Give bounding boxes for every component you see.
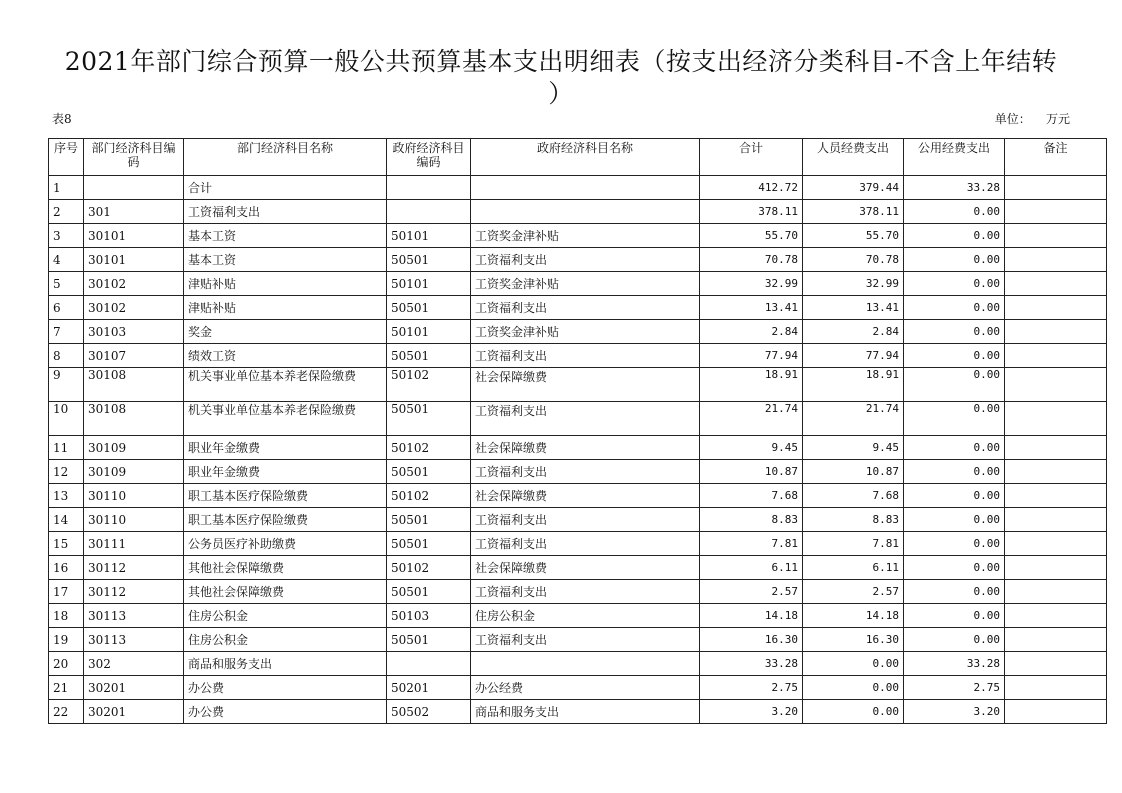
table-row [49, 652, 1107, 676]
cell-gov-code: 50502 [387, 700, 471, 724]
cell-dept-name: 机关事业单位基本养老保险缴费 [184, 402, 387, 436]
cell-dept-code: 30107 [84, 344, 184, 368]
cell-seq: 18 [49, 604, 84, 628]
cell-gov-code: 50201 [387, 676, 471, 700]
page-title [40, 46, 1082, 110]
cell-note [1005, 296, 1107, 320]
header-row [49, 139, 1107, 176]
cell-gov-code: 50102 [387, 556, 471, 580]
cell-dept-code: 30103 [84, 320, 184, 344]
cell-dept-code: 30201 [84, 700, 184, 724]
cell-dept-name: 工资福利支出 [184, 200, 387, 224]
cell-gov-name: 工资福利支出 [471, 460, 700, 484]
cell-personnel: 2.84 [803, 320, 904, 344]
cell-dept-code: 30101 [84, 248, 184, 272]
table-row [49, 176, 1107, 200]
unit-value: 万元 [1045, 112, 1070, 126]
cell-gov-name: 工资福利支出 [471, 508, 700, 532]
table-row [49, 368, 1107, 402]
col-header-dept-code: 部门经济科目编码 [84, 139, 184, 176]
cell-dept-code: 30112 [84, 556, 184, 580]
cell-total: 8.83 [700, 508, 803, 532]
cell-public: 2.75 [904, 676, 1005, 700]
cell-dept-code: 302 [84, 652, 184, 676]
table-row [49, 460, 1107, 484]
cell-gov-name: 工资奖金津补贴 [471, 224, 700, 248]
cell-dept-code: 30112 [84, 580, 184, 604]
table-row [49, 320, 1107, 344]
cell-personnel: 9.45 [803, 436, 904, 460]
cell-seq: 1 [49, 176, 84, 200]
cell-public: 0.00 [904, 628, 1005, 652]
cell-dept-code: 30109 [84, 436, 184, 460]
cell-note [1005, 580, 1107, 604]
cell-dept-code: 30109 [84, 460, 184, 484]
cell-dept-code: 301 [84, 200, 184, 224]
col-header-note: 备注 [1005, 139, 1107, 176]
cell-seq: 10 [49, 402, 84, 436]
cell-public: 0.00 [904, 272, 1005, 296]
cell-public: 0.00 [904, 248, 1005, 272]
cell-dept-name: 职工基本医疗保险缴费 [184, 508, 387, 532]
cell-public: 0.00 [904, 402, 1005, 436]
cell-dept-name: 绩效工资 [184, 344, 387, 368]
cell-total: 9.45 [700, 436, 803, 460]
table-row [49, 224, 1107, 248]
cell-note [1005, 402, 1107, 436]
cell-total: 2.75 [700, 676, 803, 700]
cell-public: 0.00 [904, 224, 1005, 248]
cell-total: 18.91 [700, 368, 803, 402]
cell-seq: 4 [49, 248, 84, 272]
cell-total: 13.41 [700, 296, 803, 320]
cell-gov-code: 50102 [387, 484, 471, 508]
cell-note [1005, 224, 1107, 248]
table-row [49, 604, 1107, 628]
table-row [49, 508, 1107, 532]
cell-dept-name: 住房公积金 [184, 628, 387, 652]
cell-total: 70.78 [700, 248, 803, 272]
cell-gov-name: 工资福利支出 [471, 248, 700, 272]
cell-dept-name: 职工基本医疗保险缴费 [184, 484, 387, 508]
cell-public: 0.00 [904, 484, 1005, 508]
cell-dept-code: 30102 [84, 272, 184, 296]
cell-seq: 21 [49, 676, 84, 700]
cell-personnel: 77.94 [803, 344, 904, 368]
table-row [49, 700, 1107, 724]
cell-personnel: 55.70 [803, 224, 904, 248]
cell-gov-code: 50501 [387, 532, 471, 556]
cell-seq: 5 [49, 272, 84, 296]
cell-dept-code: 30102 [84, 296, 184, 320]
cell-gov-name: 工资福利支出 [471, 296, 700, 320]
budget-table [48, 138, 1107, 724]
cell-dept-name: 办公费 [184, 676, 387, 700]
cell-seq: 9 [49, 368, 84, 402]
table-row [49, 200, 1107, 224]
cell-dept-name: 机关事业单位基本养老保险缴费 [184, 368, 387, 402]
cell-gov-code [387, 200, 471, 224]
cell-public: 0.00 [904, 436, 1005, 460]
cell-gov-code: 50501 [387, 508, 471, 532]
cell-dept-code: 30110 [84, 508, 184, 532]
cell-gov-code: 50101 [387, 224, 471, 248]
cell-seq: 2 [49, 200, 84, 224]
cell-seq: 8 [49, 344, 84, 368]
unit-label [995, 110, 1070, 127]
cell-gov-name: 社会保障缴费 [471, 484, 700, 508]
cell-seq: 19 [49, 628, 84, 652]
cell-seq: 22 [49, 700, 84, 724]
col-header-seq: 序号 [49, 139, 84, 176]
cell-personnel: 13.41 [803, 296, 904, 320]
cell-note [1005, 700, 1107, 724]
cell-public: 0.00 [904, 296, 1005, 320]
cell-note [1005, 484, 1107, 508]
cell-seq: 15 [49, 532, 84, 556]
cell-dept-code: 30113 [84, 604, 184, 628]
cell-total: 32.99 [700, 272, 803, 296]
cell-public: 0.00 [904, 200, 1005, 224]
cell-personnel: 2.57 [803, 580, 904, 604]
cell-dept-name: 职业年金缴费 [184, 460, 387, 484]
cell-total: 10.87 [700, 460, 803, 484]
title-line-1: 2021年部门综合预算一般公共预算基本支出明细表（按支出经济分类科目-不含上年结转 [64, 47, 1058, 76]
cell-public: 0.00 [904, 508, 1005, 532]
cell-personnel: 0.00 [803, 676, 904, 700]
cell-seq: 16 [49, 556, 84, 580]
cell-gov-code: 50501 [387, 628, 471, 652]
table-row [49, 556, 1107, 580]
cell-public: 0.00 [904, 368, 1005, 402]
cell-dept-name: 基本工资 [184, 224, 387, 248]
cell-dept-name: 职业年金缴费 [184, 436, 387, 460]
cell-personnel: 379.44 [803, 176, 904, 200]
cell-gov-code [387, 652, 471, 676]
cell-note [1005, 532, 1107, 556]
cell-gov-code: 50501 [387, 402, 471, 436]
cell-personnel: 6.11 [803, 556, 904, 580]
cell-dept-name: 津贴补贴 [184, 272, 387, 296]
cell-dept-code: 30113 [84, 628, 184, 652]
cell-note [1005, 556, 1107, 580]
table-body [49, 176, 1107, 724]
cell-gov-name [471, 652, 700, 676]
cell-gov-name: 工资福利支出 [471, 580, 700, 604]
table-row [49, 272, 1107, 296]
cell-note [1005, 344, 1107, 368]
cell-gov-name [471, 176, 700, 200]
cell-total: 7.81 [700, 532, 803, 556]
title-line-2: ） [548, 79, 574, 108]
cell-gov-name: 社会保障缴费 [471, 368, 700, 402]
cell-dept-name: 奖金 [184, 320, 387, 344]
cell-total: 6.11 [700, 556, 803, 580]
cell-gov-name: 工资奖金津补贴 [471, 272, 700, 296]
cell-public: 0.00 [904, 460, 1005, 484]
unit-label-text: 单位： [994, 112, 1031, 126]
cell-public: 3.20 [904, 700, 1005, 724]
cell-total: 55.70 [700, 224, 803, 248]
col-header-gov-code: 政府经济科目编码 [387, 139, 471, 176]
cell-dept-code [84, 176, 184, 200]
cell-seq: 20 [49, 652, 84, 676]
cell-personnel: 0.00 [803, 652, 904, 676]
cell-gov-code: 50102 [387, 368, 471, 402]
cell-total: 7.68 [700, 484, 803, 508]
cell-public: 33.28 [904, 176, 1005, 200]
cell-dept-code: 30108 [84, 368, 184, 402]
cell-gov-code: 50101 [387, 272, 471, 296]
cell-gov-code: 50101 [387, 320, 471, 344]
cell-note [1005, 676, 1107, 700]
cell-gov-code: 50501 [387, 580, 471, 604]
cell-public: 0.00 [904, 320, 1005, 344]
cell-gov-name: 工资福利支出 [471, 344, 700, 368]
cell-gov-name: 住房公积金 [471, 604, 700, 628]
cell-personnel: 10.87 [803, 460, 904, 484]
cell-note [1005, 368, 1107, 402]
cell-note [1005, 628, 1107, 652]
cell-public: 33.28 [904, 652, 1005, 676]
cell-note [1005, 508, 1107, 532]
cell-dept-name: 其他社会保障缴费 [184, 556, 387, 580]
cell-dept-code: 30201 [84, 676, 184, 700]
cell-personnel: 7.81 [803, 532, 904, 556]
table-row [49, 248, 1107, 272]
cell-public: 0.00 [904, 532, 1005, 556]
cell-gov-name: 工资福利支出 [471, 402, 700, 436]
table-row [49, 296, 1107, 320]
cell-dept-code: 30111 [84, 532, 184, 556]
cell-public: 0.00 [904, 556, 1005, 580]
table-row [49, 402, 1107, 436]
cell-personnel: 0.00 [803, 700, 904, 724]
cell-gov-name: 社会保障缴费 [471, 436, 700, 460]
cell-note [1005, 272, 1107, 296]
cell-total: 33.28 [700, 652, 803, 676]
table-row [49, 628, 1107, 652]
cell-dept-name: 公务员医疗补助缴费 [184, 532, 387, 556]
cell-dept-name: 合计 [184, 176, 387, 200]
cell-gov-code [387, 176, 471, 200]
cell-total: 77.94 [700, 344, 803, 368]
cell-dept-code: 30108 [84, 402, 184, 436]
cell-total: 412.72 [700, 176, 803, 200]
cell-note [1005, 200, 1107, 224]
cell-dept-name: 津贴补贴 [184, 296, 387, 320]
cell-seq: 7 [49, 320, 84, 344]
cell-total: 16.30 [700, 628, 803, 652]
col-header-dept-name: 部门经济科目名称 [184, 139, 387, 176]
col-header-public: 公用经费支出 [904, 139, 1005, 176]
cell-total: 2.84 [700, 320, 803, 344]
cell-gov-code: 50103 [387, 604, 471, 628]
cell-personnel: 21.74 [803, 402, 904, 436]
cell-seq: 3 [49, 224, 84, 248]
cell-note [1005, 604, 1107, 628]
cell-gov-name: 工资奖金津补贴 [471, 320, 700, 344]
cell-total: 378.11 [700, 200, 803, 224]
cell-gov-code: 50501 [387, 296, 471, 320]
cell-gov-name: 工资福利支出 [471, 628, 700, 652]
cell-public: 0.00 [904, 580, 1005, 604]
cell-note [1005, 460, 1107, 484]
table-row [49, 344, 1107, 368]
cell-gov-name: 工资福利支出 [471, 532, 700, 556]
col-header-total: 合计 [700, 139, 803, 176]
cell-note [1005, 248, 1107, 272]
cell-gov-code: 50102 [387, 436, 471, 460]
table-row [49, 580, 1107, 604]
cell-gov-name: 商品和服务支出 [471, 700, 700, 724]
table-row [49, 484, 1107, 508]
cell-seq: 17 [49, 580, 84, 604]
cell-total: 21.74 [700, 402, 803, 436]
table-row [49, 436, 1107, 460]
cell-personnel: 378.11 [803, 200, 904, 224]
cell-note [1005, 320, 1107, 344]
cell-seq: 6 [49, 296, 84, 320]
cell-personnel: 16.30 [803, 628, 904, 652]
cell-dept-name: 住房公积金 [184, 604, 387, 628]
cell-personnel: 18.91 [803, 368, 904, 402]
table-row [49, 532, 1107, 556]
cell-dept-code: 30110 [84, 484, 184, 508]
cell-dept-name: 基本工资 [184, 248, 387, 272]
table-number: 表8 [52, 112, 72, 126]
col-header-personnel: 人员经费支出 [803, 139, 904, 176]
cell-total: 14.18 [700, 604, 803, 628]
cell-gov-name [471, 200, 700, 224]
cell-note [1005, 436, 1107, 460]
cell-gov-name: 社会保障缴费 [471, 556, 700, 580]
cell-seq: 14 [49, 508, 84, 532]
cell-gov-code: 50501 [387, 344, 471, 368]
cell-personnel: 70.78 [803, 248, 904, 272]
table-row [49, 676, 1107, 700]
cell-note [1005, 652, 1107, 676]
cell-gov-code: 50501 [387, 248, 471, 272]
cell-personnel: 8.83 [803, 508, 904, 532]
cell-seq: 12 [49, 460, 84, 484]
col-header-gov-name: 政府经济科目名称 [471, 139, 700, 176]
cell-dept-code: 30101 [84, 224, 184, 248]
cell-total: 3.20 [700, 700, 803, 724]
cell-total: 2.57 [700, 580, 803, 604]
cell-note [1005, 176, 1107, 200]
cell-public: 0.00 [904, 604, 1005, 628]
cell-dept-name: 办公费 [184, 700, 387, 724]
cell-dept-name: 商品和服务支出 [184, 652, 387, 676]
cell-gov-code: 50501 [387, 460, 471, 484]
cell-seq: 11 [49, 436, 84, 460]
cell-public: 0.00 [904, 344, 1005, 368]
cell-seq: 13 [49, 484, 84, 508]
cell-personnel: 14.18 [803, 604, 904, 628]
cell-dept-name: 其他社会保障缴费 [184, 580, 387, 604]
cell-gov-name: 办公经费 [471, 676, 700, 700]
cell-personnel: 32.99 [803, 272, 904, 296]
cell-personnel: 7.68 [803, 484, 904, 508]
